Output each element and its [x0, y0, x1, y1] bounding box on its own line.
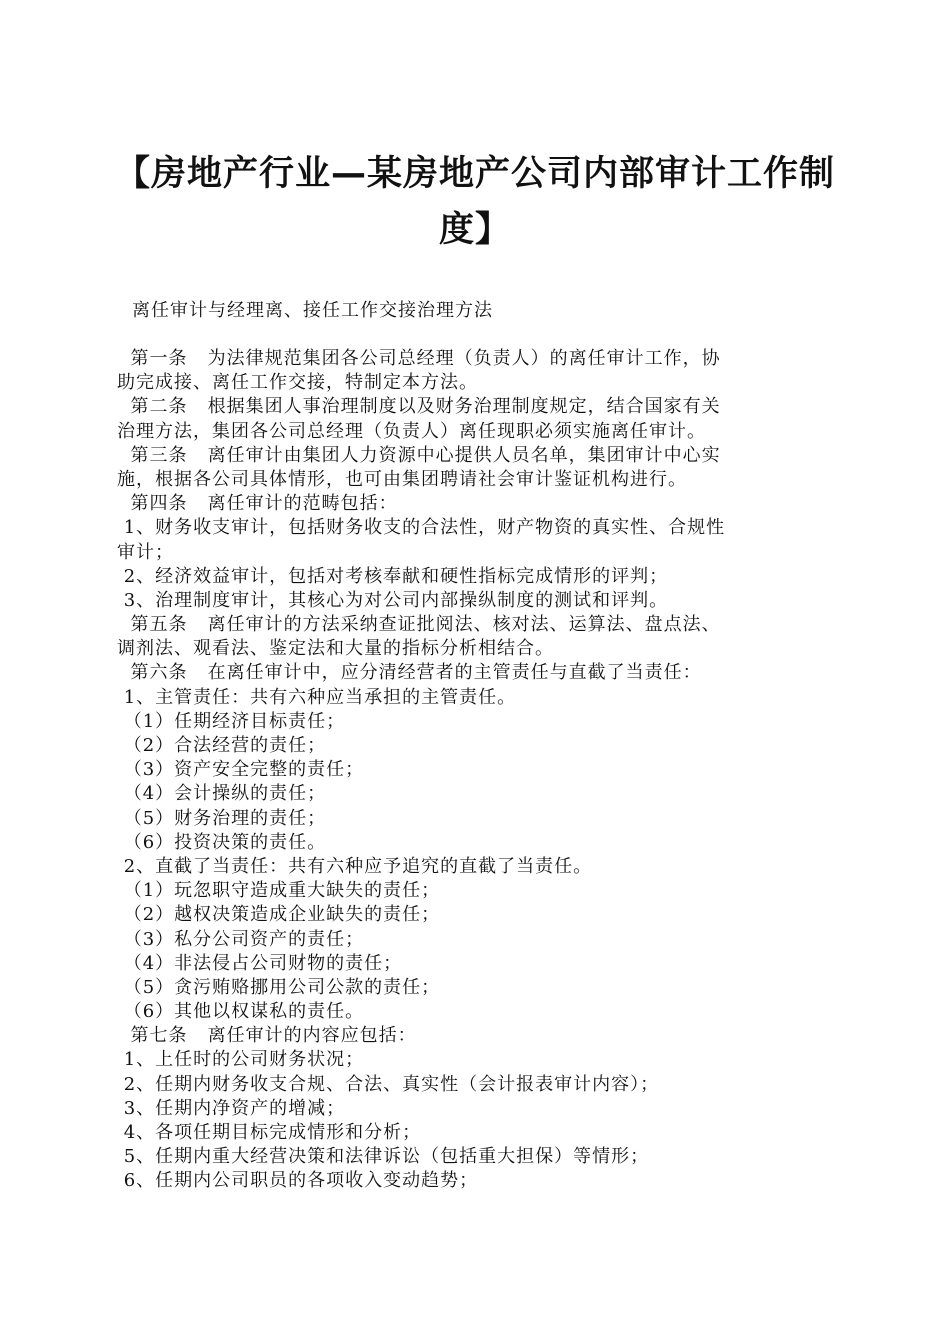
body-line: 4、各项任期目标完成情形和分析； — [117, 1122, 422, 1143]
body-line: 第四条 离任审计的范畴包括： — [117, 493, 398, 515]
body-line: 第七条 离任审计的内容应包括： — [117, 1025, 417, 1047]
body-line: （3）资产安全完整的责任； — [117, 759, 365, 781]
body-line: （5）贪污贿赂挪用公司公款的责任； — [117, 976, 441, 998]
body-line: 2、任期内财务收支合规、合法、真实性（会计报表审计内容）； — [117, 1073, 660, 1095]
body-line: 治理方法，集团各公司总经理（负责人）离任现职必须实施离任审计。 — [117, 420, 706, 442]
body-line: 5、任期内重大经营决策和法律诉讼（包括重大担保）等情形； — [117, 1146, 650, 1168]
body-line: （6）其他以权谋私的责任。 — [117, 1001, 365, 1023]
title-line-1: 【房地产行业—某房地产公司内部审计工作制 — [114, 154, 835, 194]
body-line: （6）投资决策的责任。 — [117, 831, 327, 853]
body-line: （2）合法经营的责任； — [117, 735, 327, 756]
body-line: （1）玩忽职守造成重大缺失的责任； — [117, 880, 441, 902]
body-line: 2、直截了当责任：共有六种应予追究的直截了当责任。 — [117, 855, 593, 877]
body-line: （4）非法侵占公司财物的责任； — [117, 952, 403, 974]
body-line: 3、治理制度审计，其核心为对公司内部操纵制度的测试和评判。 — [117, 589, 669, 611]
body-line: （1）任期经济目标责任； — [117, 710, 346, 732]
body-line: 第六条 在离任审计中，应分清经营者的主管责任与直截了当责任： — [117, 662, 702, 684]
body-line: （3）私分公司资产的责任； — [117, 928, 365, 950]
body-line: 调剂法、观看法、鉴定法和大量的指标分析相结合。 — [117, 638, 554, 660]
body-line: 助完成接、离任工作交接，特制定本方法。 — [117, 372, 478, 394]
body-line: 第一条 为法律规范集团各公司总经理（负责人）的离任审计工作，协 — [117, 348, 721, 369]
body-line: 第三条 离任审计由集团人力资源中心提供人员名单，集团审计中心实 — [117, 444, 721, 466]
section-subtitle: 离任审计与经理离、接任工作交接治理方法 — [132, 300, 493, 321]
document-body — [117, 347, 842, 1194]
body-line: （2）越权决策造成企业缺失的责任； — [117, 904, 441, 926]
body-line: 1、财务收支审计，包括财务收支的合法性，财产物资的真实性、合规性 — [117, 517, 726, 539]
body-line: 第五条 离任审计的方法采纳查证批阅法、核对法、运算法、盘点法、 — [117, 614, 721, 636]
body-line: 1、上任时的公司财务状况； — [117, 1049, 365, 1071]
body-line: 2、经济效益审计，包括对考核奉献和硬性指标完成情形的评判； — [117, 565, 669, 587]
title-line-2: 度】 — [438, 210, 511, 250]
body-line: 1、主管责任：共有六种应当承担的主管责任。 — [117, 686, 517, 708]
body-line: 施，根据各公司具体情形，也可由集团聘请社会审计鉴证机构进行。 — [117, 468, 687, 490]
body-line: （4）会计操纵的责任； — [117, 783, 327, 805]
body-line: 3、任期内净资产的增减； — [117, 1097, 346, 1119]
body-line: 6、任期内公司职员的各项收入变动趋势； — [117, 1170, 479, 1192]
body-line: 第二条 根据集团人事治理制度以及财务治理制度规定，结合国家有关 — [117, 396, 721, 418]
body-line: 审计； — [117, 541, 174, 563]
document-title — [100, 146, 850, 258]
body-line: （5）财务治理的责任； — [117, 807, 327, 829]
